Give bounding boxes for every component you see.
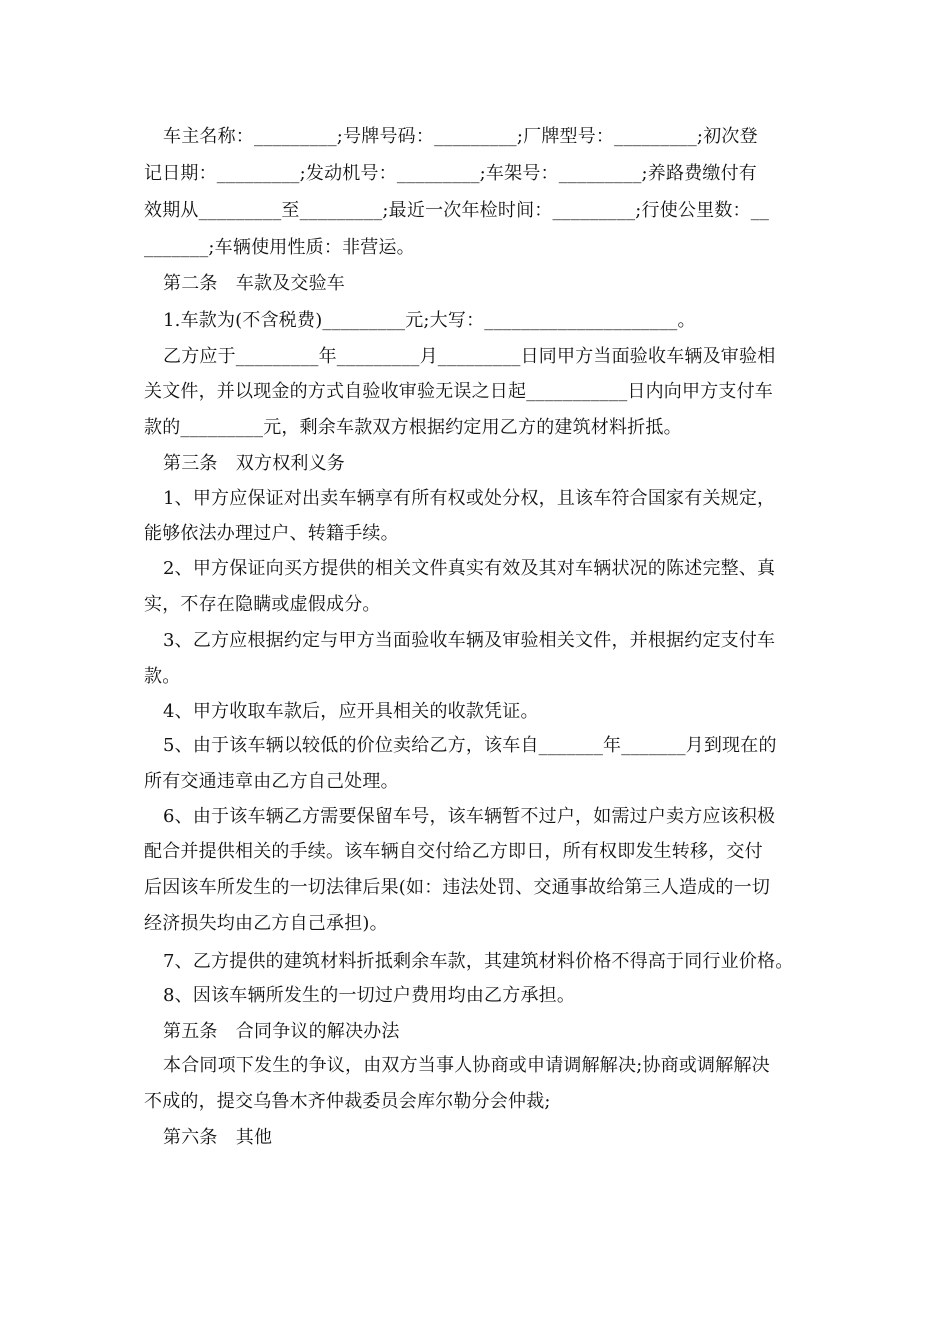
text-line: 本合同项下发生的争议，由双方当事人协商或申请调解解决;协商或调解解决 [163, 1055, 770, 1076]
text-line: 实，不存在隐瞒或虚假成分。 [144, 594, 381, 615]
section-heading: 第三条 双方权利义务 [163, 453, 345, 474]
text-line: 5、由于该车辆以较低的价位卖给乙方，该车自_______年_______月到现在的 [163, 735, 777, 756]
text-line: 乙方应于_________年_________月_________日同甲方当面验收车辆及审验相 [163, 346, 776, 367]
text-line: 款。 [144, 666, 181, 687]
text-line: _______;车辆使用性质：非营运。 [144, 237, 415, 258]
text-line: 配合并提供相关的手续。该车辆自交付给乙方即日，所有权即发生转移，交付 [144, 841, 763, 862]
text-line: 能够依法办理过户、转籍手续。 [144, 523, 399, 544]
text-line: 1.车款为(不含税费)_________元;大写：_____________________。 [163, 310, 696, 331]
text-line: 3、乙方应根据约定与甲方当面验收车辆及审验相关文件，并根据约定支付车 [163, 630, 776, 651]
text-line: 7、乙方提供的建筑材料折抵剩余车款，其建筑材料价格不得高于同行业价格。 [163, 951, 794, 972]
text-line: 经济损失均由乙方自己承担)。 [144, 913, 388, 934]
text-line: 效期从_________至_________;最近一次年检时间：_________;行使公里数：__ [144, 200, 770, 221]
text-line: 车主名称：_________;号牌号码：_________;厂牌型号：_________;初次登 [163, 126, 758, 147]
section-heading: 第二条 车款及交验车 [163, 273, 345, 294]
text-line: 2、甲方保证向买方提供的相关文件真实有效及其对车辆状况的陈述完整、真 [163, 558, 776, 579]
section-heading: 第五条 合同争议的解决办法 [163, 1021, 400, 1042]
section-heading: 第六条 其他 [163, 1127, 273, 1148]
text-line: 6、由于该车辆乙方需要保留车号，该车辆暂不过户，如需过户卖方应该积极 [163, 806, 776, 827]
text-line: 1、甲方应保证对出卖车辆享有所有权或处分权，且该车符合国家有关规定， [163, 488, 776, 509]
text-line: 后因该车所发生的一切法律后果(如：违法处罚、交通事故给第三人造成的一切 [144, 877, 771, 898]
text-line: 记日期：_________;发动机号：_________;车架号：_________;养路费缴付有 [144, 163, 757, 184]
text-line: 4、甲方收取车款后，应开具相关的收款凭证。 [163, 701, 539, 722]
text-line: 不成的，提交乌鲁木齐仲裁委员会库尔勒分会仲裁; [144, 1091, 551, 1112]
text-line: 所有交通违章由乙方自己处理。 [144, 771, 399, 792]
text-line: 款的_________元，剩余车款双方根据约定用乙方的建筑材料折抵。 [144, 417, 682, 438]
text-line: 8、因该车辆所发生的一切过户费用均由乙方承担。 [163, 985, 576, 1006]
text-line: 关文件，并以现金的方式自验收审验无误之日起___________日内向甲方支付车 [144, 381, 773, 402]
